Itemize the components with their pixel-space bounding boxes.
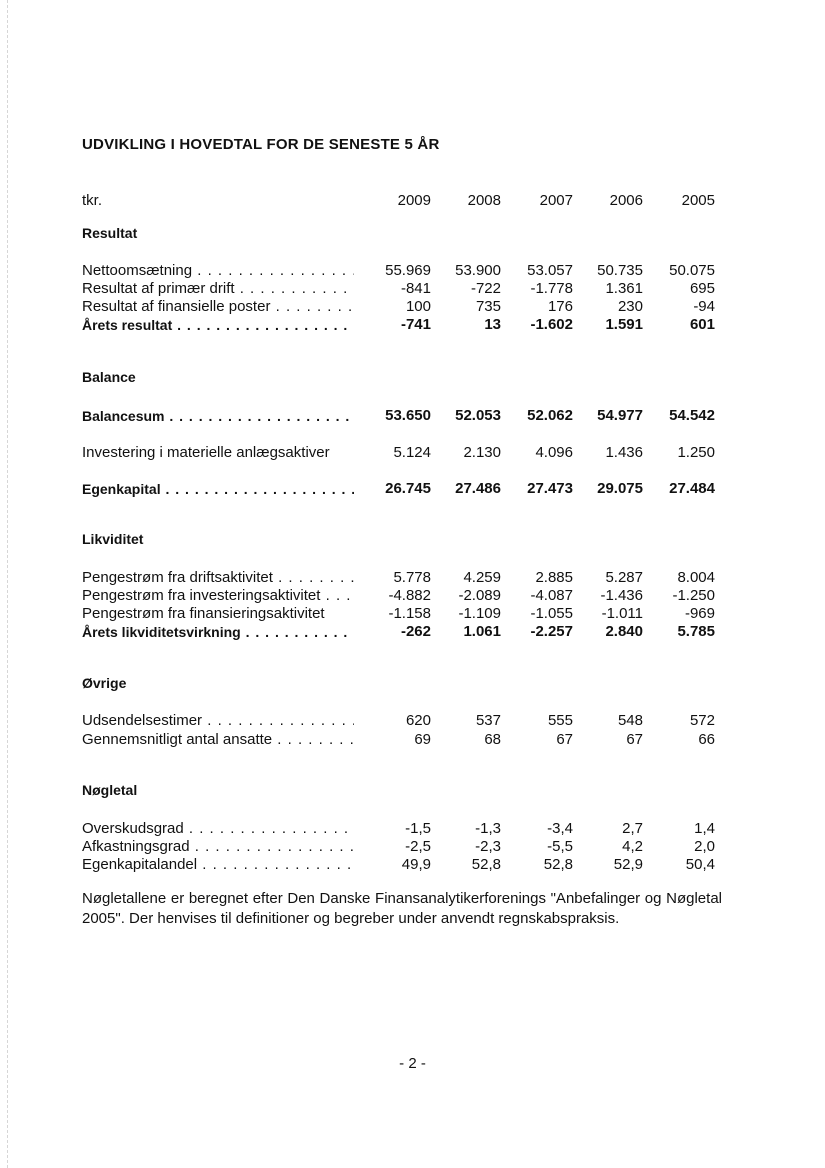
cell-value: 26.745 <box>385 480 431 497</box>
section-heading-nogletal: Nøgletal <box>82 782 138 798</box>
row-label: Årets likviditetsvirkning . . . <box>82 623 354 641</box>
cell-value: 8.004 <box>677 569 715 586</box>
year-header: 2009 <box>397 192 431 209</box>
cell-value: -969 <box>684 605 715 622</box>
row-label: Investering i materielle anlægsaktiver <box>82 444 330 461</box>
cell-value: 4.096 <box>535 444 573 461</box>
cell-value: -1.436 <box>600 587 643 604</box>
cell-value: 1.436 <box>605 444 643 461</box>
row-label: Pengestrøm fra investeringsaktivitet . . . <box>82 587 354 605</box>
cell-value: 49,9 <box>401 856 431 873</box>
row-label: Overskudsgrad . . . <box>82 820 354 838</box>
cell-value: 53.900 <box>455 262 501 279</box>
year-header: 2006 <box>609 192 643 209</box>
cell-value: -2,3 <box>475 838 501 855</box>
cell-value: 52,9 <box>613 856 643 873</box>
cell-value: 52.053 <box>455 407 501 424</box>
cell-value: 52,8 <box>543 856 573 873</box>
cell-value: 548 <box>617 712 643 729</box>
cell-value: 2.840 <box>605 623 643 640</box>
cell-value: 230 <box>617 298 643 315</box>
cell-value: 620 <box>405 712 431 729</box>
cell-value: 5.124 <box>393 444 431 461</box>
cell-value: 1,4 <box>694 820 715 837</box>
cell-value: 2.885 <box>535 569 573 586</box>
section-heading-balance: Balance <box>82 369 136 385</box>
footnote-text: Nøgletallene er beregnet efter Den Danske Finansanalytikerforenings "Anbefalinger og Nøgletal 2005". Der henvises til definitioner og begreber under anvendt regnskabspraksis. <box>82 890 722 927</box>
cell-value: 69 <box>414 731 431 748</box>
cell-value: -1.055 <box>530 605 573 622</box>
cell-value: -1,5 <box>405 820 431 837</box>
cell-value: 735 <box>475 298 501 315</box>
page-title: UDVIKLING I HOVEDTAL FOR DE SENESTE 5 ÅR <box>82 136 440 153</box>
cell-value: 27.473 <box>527 480 573 497</box>
cell-value: 4.259 <box>463 569 501 586</box>
unit-label: tkr. <box>82 192 103 209</box>
cell-value: -5,5 <box>547 838 573 855</box>
cell-value: 50.075 <box>669 262 715 279</box>
cell-value: 53.650 <box>385 407 431 424</box>
cell-value: -2,5 <box>405 838 431 855</box>
cell-value: 695 <box>689 280 715 297</box>
cell-value: 67 <box>556 731 573 748</box>
row-label: Afkastningsgrad . . . <box>82 838 354 856</box>
row-label: Egenkapital . . . <box>82 480 354 498</box>
row-label: Nettoomsætning . . . <box>82 262 354 280</box>
cell-value: 29.075 <box>597 480 643 497</box>
section-heading-likviditet: Likviditet <box>82 531 144 547</box>
cell-value: 53.057 <box>527 262 573 279</box>
cell-value: -1.778 <box>530 280 573 297</box>
cell-value: 1.591 <box>605 316 643 333</box>
cell-value: 55.969 <box>385 262 431 279</box>
cell-value: 52.062 <box>527 407 573 424</box>
row-label: Udsendelsestimer . . . <box>82 712 354 730</box>
row-label: Årets resultat . . . <box>82 316 354 334</box>
cell-value: 66 <box>698 731 715 748</box>
cell-value: -1.602 <box>530 316 573 333</box>
row-label: Pengestrøm fra driftsaktivitet . . . <box>82 569 354 587</box>
cell-value: -841 <box>400 280 431 297</box>
row-label: Egenkapitalandel . . . <box>82 856 354 874</box>
row-label: Gennemsnitligt antal ansatte . . . <box>82 731 354 749</box>
section-heading-resultat: Resultat <box>82 225 138 241</box>
cell-value: -1.109 <box>458 605 501 622</box>
cell-value: -722 <box>470 280 501 297</box>
cell-value: -1.250 <box>672 587 715 604</box>
cell-value: 67 <box>626 731 643 748</box>
year-header: 2008 <box>467 192 501 209</box>
cell-value: 1.061 <box>463 623 501 640</box>
cell-value: 5.778 <box>393 569 431 586</box>
cell-value: 54.977 <box>597 407 643 424</box>
cell-value: -4.087 <box>530 587 573 604</box>
cell-value: 5.287 <box>605 569 643 586</box>
cell-value: -3,4 <box>547 820 573 837</box>
row-label: Resultat af primær drift . . . <box>82 280 354 298</box>
cell-value: -2.089 <box>458 587 501 604</box>
row-label: Balancesum . . . <box>82 407 354 425</box>
year-header: 2007 <box>539 192 573 209</box>
cell-value: 27.484 <box>669 480 715 497</box>
cell-value: 54.542 <box>669 407 715 424</box>
cell-value: 1.361 <box>605 280 643 297</box>
cell-value: 176 <box>547 298 573 315</box>
section-heading-ovrige: Øvrige <box>82 675 127 691</box>
cell-value: 27.486 <box>455 480 501 497</box>
cell-value: 555 <box>547 712 573 729</box>
cell-value: -1,3 <box>475 820 501 837</box>
cell-value: -741 <box>400 316 431 333</box>
cell-value: -4.882 <box>388 587 431 604</box>
row-label: Resultat af finansielle poster . . . <box>82 298 354 316</box>
year-header: 2005 <box>681 192 715 209</box>
cell-value: 2,0 <box>694 838 715 855</box>
cell-value: 68 <box>484 731 501 748</box>
cell-value: 5.785 <box>677 623 715 640</box>
cell-value: 537 <box>475 712 501 729</box>
cell-value: 50.735 <box>597 262 643 279</box>
cell-value: -1.011 <box>601 605 643 622</box>
cell-value: 13 <box>484 316 501 333</box>
cell-value: 2,7 <box>622 820 643 837</box>
cell-value: -2.257 <box>530 623 573 640</box>
cell-value: 52,8 <box>471 856 501 873</box>
cell-value: 4,2 <box>622 838 643 855</box>
page-number: - 2 - <box>399 1055 426 1072</box>
cell-value: -1.158 <box>388 605 431 622</box>
cell-value: 50,4 <box>685 856 715 873</box>
cell-value: 100 <box>405 298 431 315</box>
cell-value: 1.250 <box>677 444 715 461</box>
cell-value: 601 <box>689 316 715 333</box>
cell-value: -94 <box>693 298 715 315</box>
cell-value: -262 <box>400 623 431 640</box>
cell-value: 572 <box>689 712 715 729</box>
cell-value: 2.130 <box>463 444 501 461</box>
row-label: Pengestrøm fra finansieringsaktivitet <box>82 605 325 622</box>
